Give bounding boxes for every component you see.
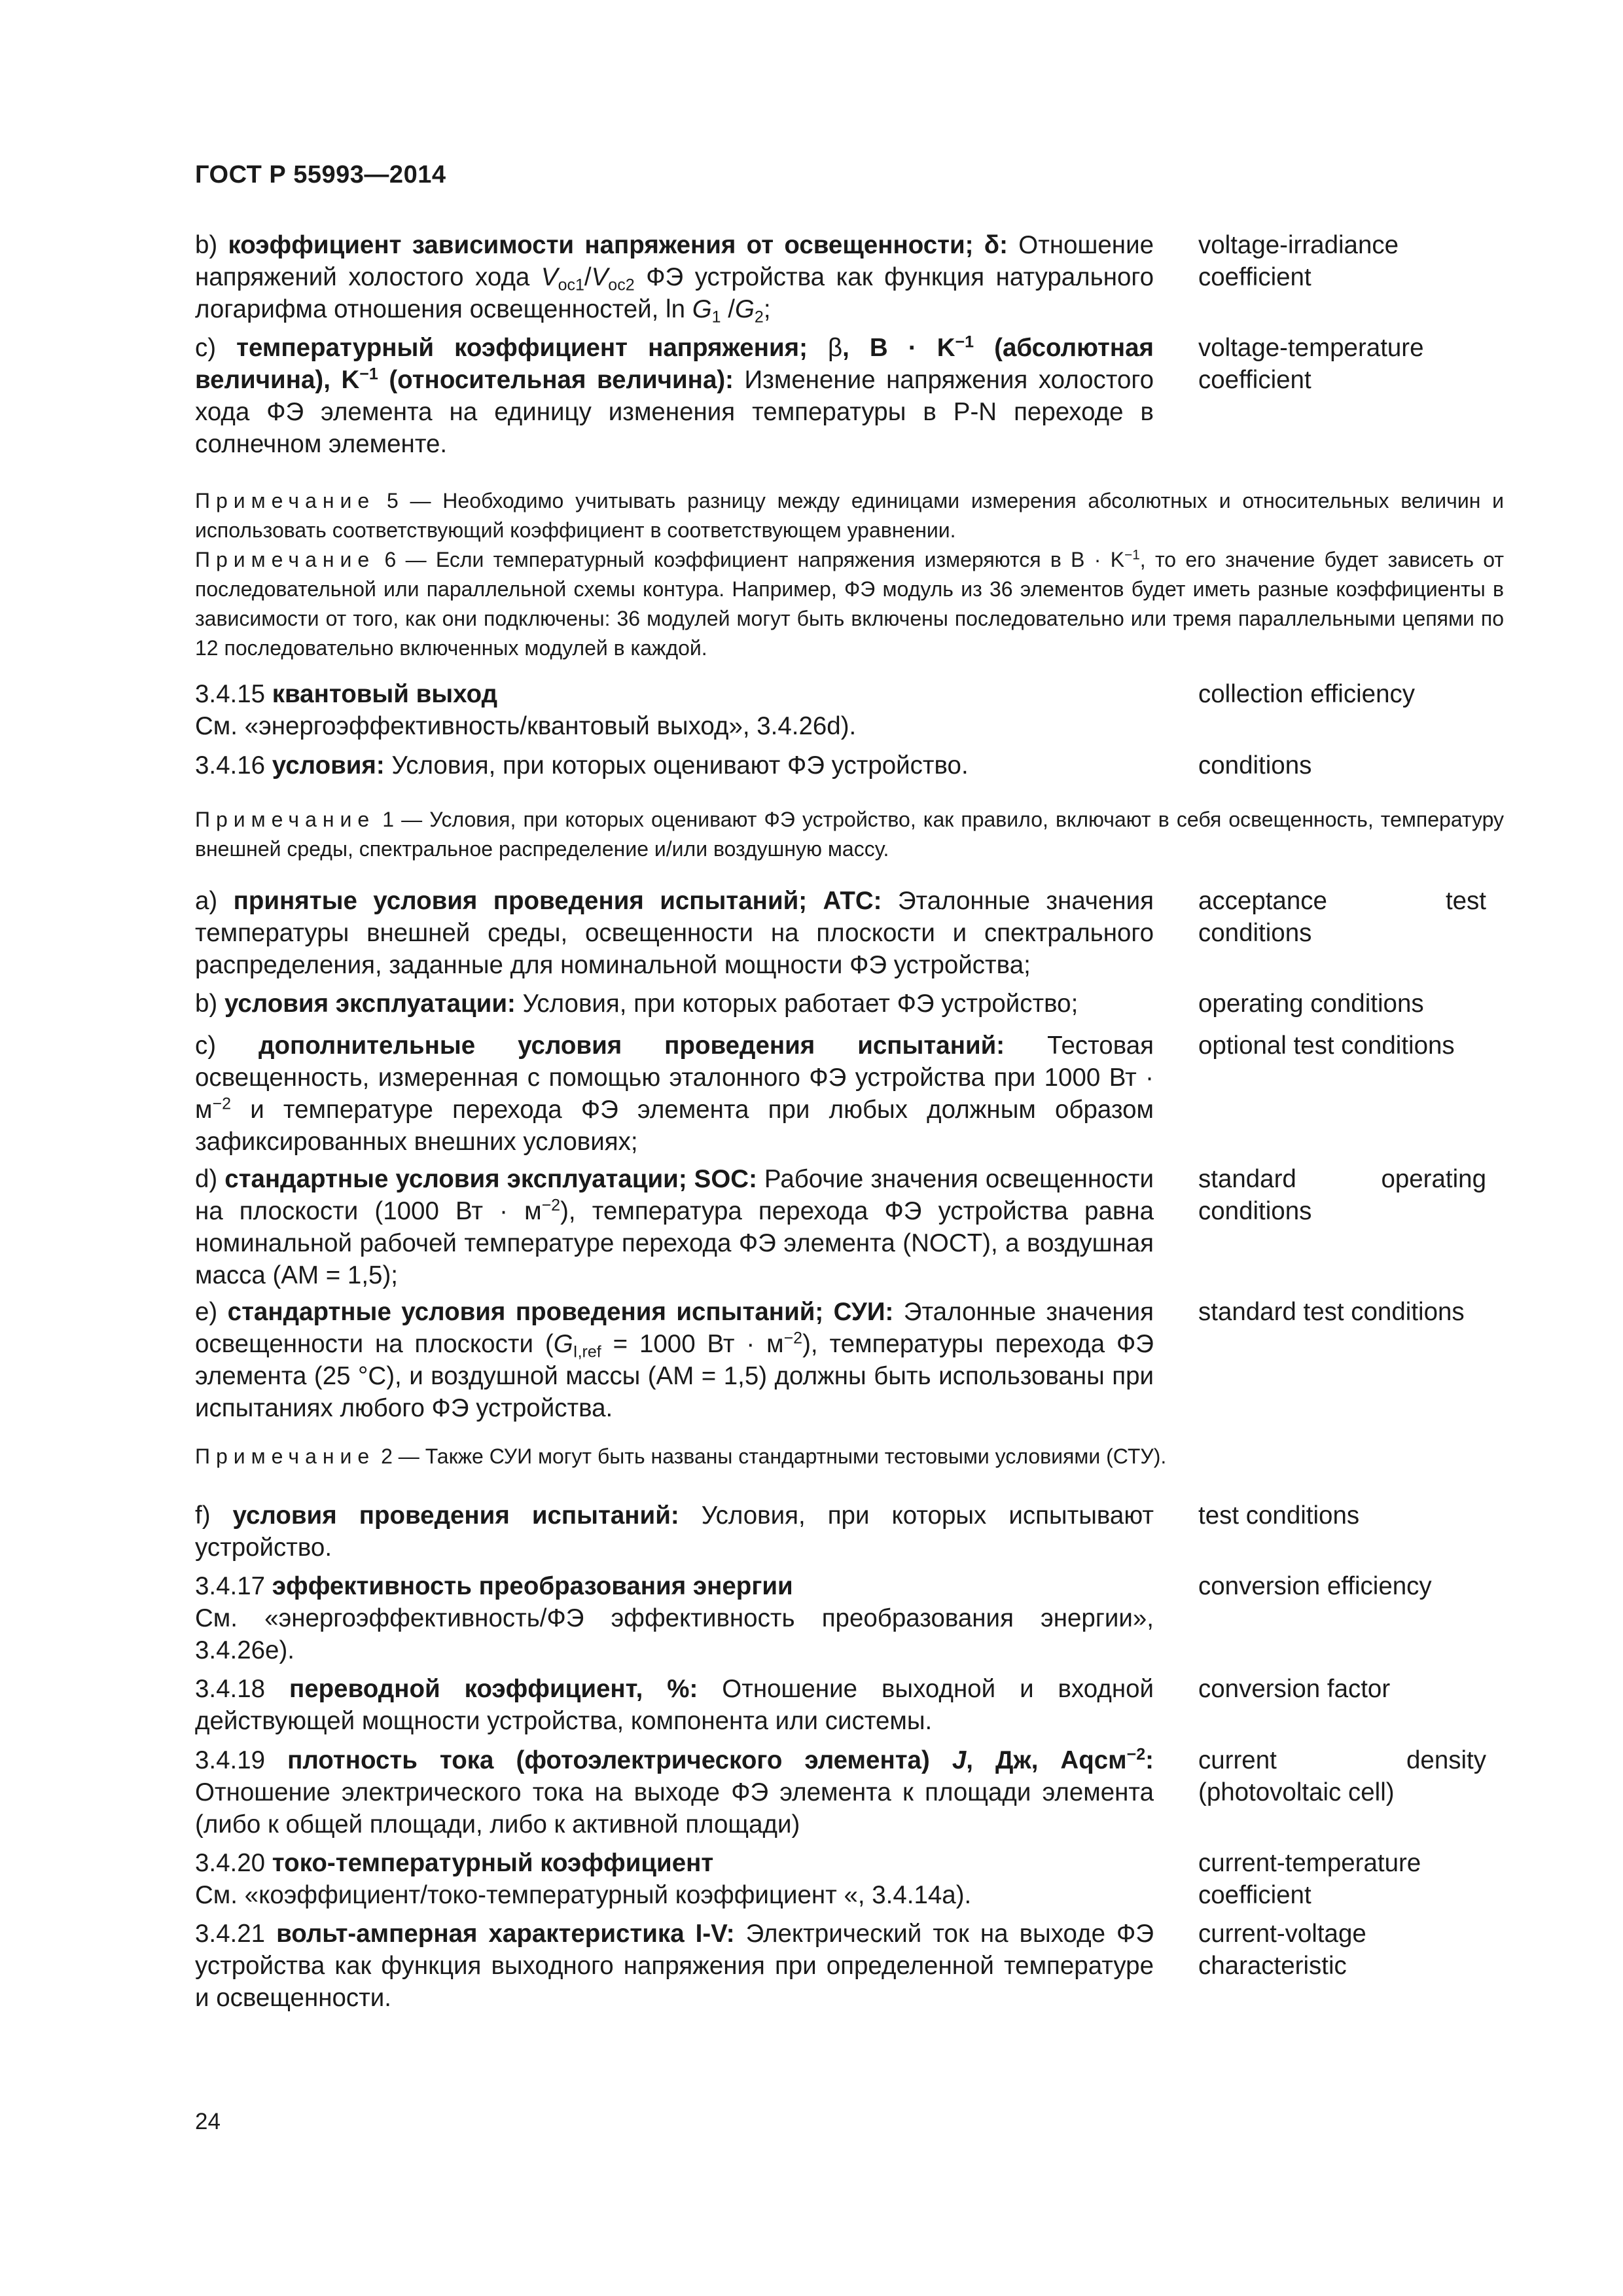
entry-en-term: conditions [1198, 751, 1312, 780]
term: (абсолютная величина), K [195, 334, 1154, 394]
item-label: c) [195, 334, 237, 362]
page-header: ГОСТ Р 55993—2014 [195, 161, 446, 188]
item-label: a) [195, 887, 234, 915]
superscript: −2 [783, 1329, 803, 1348]
note-label: Примечание [195, 548, 376, 571]
item-label: b) [195, 231, 228, 259]
entry-en-term: standard operating conditions [1198, 1165, 1486, 1225]
term: переводной коэффициент [289, 1675, 636, 1703]
definition: Тестовая освещенность, измеренная с помощью эталонного ФЭ устройства при 1000 Вт · м [195, 1031, 1154, 1124]
clause-number: 3.4.17 [195, 1572, 272, 1600]
entry-ru-text [195, 1570, 1154, 1666]
symbol: β [828, 334, 843, 362]
superscript: −2 [212, 1094, 231, 1113]
item-label: c) [195, 1031, 259, 1060]
note-body: 2 — Также СУИ могут быть названы стандартными тестовыми условиями (СТУ). [375, 1444, 1167, 1468]
definition: Рабочие значения освещенности на плоскости (1000 Вт · м [195, 1165, 1154, 1225]
entry-en-term: current-temperature coefficient [1198, 1849, 1421, 1909]
page-number: 24 [195, 2109, 221, 2134]
separator: / [584, 263, 592, 291]
symbol: J [952, 1746, 967, 1774]
entry-en-term: current-voltage characteristic [1198, 1920, 1366, 1980]
entry-en-term: standard test conditions [1198, 1298, 1465, 1326]
term: квантовый выход [272, 680, 498, 708]
definition: = 1000 Вт · м [601, 1330, 784, 1358]
superscript: −1 [1124, 547, 1140, 563]
entry-ru-text [195, 1744, 1154, 1840]
symbol: V [541, 263, 558, 291]
subscript: oc2 [608, 276, 635, 295]
entry-ru-text [195, 1030, 1154, 1158]
note-body: , то его значение будет зависеть от последовательной или параллельной схемы контура. Например, ФЭ модуль из 36 элементов будет иметь разные коэффициенты в зависимости от того, как они подключены: 36 модулей могут быть включены последовательно или тремя параллельными цепями по 12 последовательно включенных модулей в каждой. [195, 548, 1505, 660]
definition: Эталонные значения освещенности на плоскости ( [195, 1298, 1154, 1358]
entry-ru-text [195, 1673, 1154, 1737]
term: коэффициент зависимости напряжения от освещенности; [228, 231, 984, 259]
entry-ru-text [195, 332, 1154, 460]
entry-en-term: conversion efficiency [1198, 1572, 1432, 1600]
superscript: −1 [955, 332, 974, 351]
definition: Изменение напряжения холостого хода ФЭ элемента на единицу изменения температуры в P-N переходе в солнечном элементе. [195, 366, 1154, 458]
entry-ru-text [195, 1918, 1154, 2014]
definition: Условия, при которых оценивают ФЭ устройство. [384, 751, 969, 780]
definition: ), температура перехода ФЭ устройства равна номинальной рабочей температуре перехода ФЭ элемента (NOCT), а воздушная масса (AM = 1,5); [195, 1197, 1154, 1289]
note-body: 5 — Необходимо учитывать разницу между единицами измерения абсолютных и относительных величин и использовать соответствующий коэффициент в соответствующем уравнении. [195, 489, 1504, 542]
entry-en-term: acceptance test conditions [1198, 887, 1486, 947]
note-text [195, 805, 1504, 864]
subscript: oc1 [558, 276, 584, 295]
symbol: V [591, 263, 609, 291]
note-label: Примечание [195, 808, 376, 831]
definition: Электрический ток на выходе ФЭ устройства как функция выходного напряжения при определенной температуре и освещенности. [195, 1920, 1154, 2012]
entry-en-term: optional test conditions [1198, 1031, 1455, 1060]
definition: и температуре перехода ФЭ элемента при любых должным образом зафиксированных внешних условиях; [195, 1096, 1154, 1156]
term: (относительная величина): [378, 366, 734, 394]
term: , %: [635, 1675, 698, 1703]
clause-number: 3.4.21 [195, 1920, 277, 1948]
note-text [195, 486, 1504, 545]
item-label: e) [195, 1298, 228, 1326]
symbol: G [553, 1330, 573, 1358]
term: токо-температурный коэффициент [272, 1849, 714, 1877]
definition: См. «энергоэффективность/квантовый выход», 3.4.26d). [195, 712, 857, 740]
entry-ru-text [195, 1499, 1154, 1564]
note-text [195, 1442, 1504, 1471]
subscript: 2 [754, 308, 764, 327]
item-label: f) [195, 1501, 233, 1530]
term: температурный коэффициент напряжения; [236, 334, 828, 362]
entry-en-term: collection efficiency [1198, 680, 1415, 708]
entry-ru-text [195, 1847, 1154, 1911]
entry-en-term: voltage-irradiance coefficient [1198, 231, 1399, 291]
term: вольт-амперная характеристика I-V: [276, 1920, 735, 1948]
symbol: G [734, 295, 755, 323]
term: стандартные условия проведения испытаний; СУИ: [227, 1298, 894, 1326]
term: , Дж, Aqcм [966, 1746, 1127, 1774]
entry-ru-text [195, 229, 1154, 325]
entry-ru-text [195, 1296, 1154, 1424]
clause-number: 3.4.19 [195, 1746, 288, 1774]
note-body: 1 — Условия, при которых оценивают ФЭ устройство, как правило, включают в себя освещенность, температуру внешней среды, спектральное распределение и/или воздушную массу. [195, 808, 1504, 861]
definition: Отношение напряжений холостого хода [195, 231, 1154, 291]
entry-en-term: conversion factor [1198, 1675, 1391, 1703]
definition: ), температуры перехода ФЭ элемента (25 °C), и воздушной массы (AM = 1,5) должны быть использованы при испытаниях любого ФЭ устройства. [195, 1330, 1154, 1422]
item-label: d) [195, 1165, 225, 1193]
clause-number: 3.4.16 [195, 751, 272, 780]
definition: См. «коэффициент/токо-температурный коэффициент «, 3.4.14а). [195, 1881, 972, 1909]
superscript: −1 [359, 365, 378, 384]
term: условия: [272, 751, 385, 780]
item-label: b) [195, 990, 224, 1018]
entry-ru-text [195, 678, 1154, 742]
entry-en-term: operating conditions [1198, 990, 1424, 1018]
entry-ru-text [195, 749, 1154, 781]
entry-en-term: voltage-temperature coefficient [1198, 334, 1424, 394]
definition: См. «энергоэффективность/ФЭ эффективность преобразования энергии», 3.4.26е). [195, 1604, 1154, 1664]
term: , В · K [842, 334, 955, 362]
definition: Условия, при которых работает ФЭ устройство; [515, 990, 1079, 1018]
subscript: I,ref [573, 1342, 601, 1361]
separator: / [721, 295, 735, 323]
definition: ; [763, 295, 771, 323]
subscript: 1 [711, 308, 721, 327]
clause-number: 3.4.15 [195, 680, 272, 708]
entry-en-term: current density (photovoltaic cell) [1198, 1746, 1486, 1806]
symbol: G [692, 295, 712, 323]
clause-number: 3.4.20 [195, 1849, 272, 1877]
term: стандартные условия эксплуатации; SOC: [224, 1165, 757, 1193]
definition: Условия, при которых испытывают устройство. [195, 1501, 1154, 1562]
definition: Отношение выходной и входной действующей мощности устройства, компонента или системы. [195, 1675, 1154, 1735]
term: эффективность преобразования энергии [272, 1572, 793, 1600]
symbol: δ: [984, 231, 1008, 259]
entry-en-term: test conditions [1198, 1501, 1360, 1530]
superscript: −2 [541, 1196, 561, 1215]
note-body: 6 — Если температурный коэффициент напряжения измеряются в В · K [375, 548, 1125, 571]
entry-ru-text [195, 885, 1154, 981]
superscript: −2 [1126, 1745, 1146, 1764]
term: : [1145, 1746, 1154, 1774]
entry-ru-text [195, 988, 1154, 1020]
note-label: Примечание [195, 1444, 376, 1468]
term: условия эксплуатации: [224, 990, 516, 1018]
clause-number: 3.4.18 [195, 1675, 289, 1703]
term: условия проведения испытаний: [232, 1501, 679, 1530]
term: дополнительные условия проведения испытаний: [259, 1031, 1005, 1060]
term: плотность тока (фотоэлектрического элемента) [287, 1746, 952, 1774]
entry-ru-text [195, 1163, 1154, 1291]
definition: Отношение электрического тока на выходе ФЭ элемента к площади элемента (либо к общей площади, либо к активной площади) [195, 1778, 1154, 1839]
note-label: Примечание [195, 489, 376, 512]
definition: ФЭ устройства как функция натурального логарифма отношения освещенностей, ln [195, 263, 1154, 323]
definition: Эталонные значения температуры внешней среды, освещенности на плоскости и спектрального распределения, заданные для номинальной мощности ФЭ устройства; [195, 887, 1154, 979]
term: принятые условия проведения испытаний; АТС: [233, 887, 882, 915]
note-text [195, 545, 1504, 663]
